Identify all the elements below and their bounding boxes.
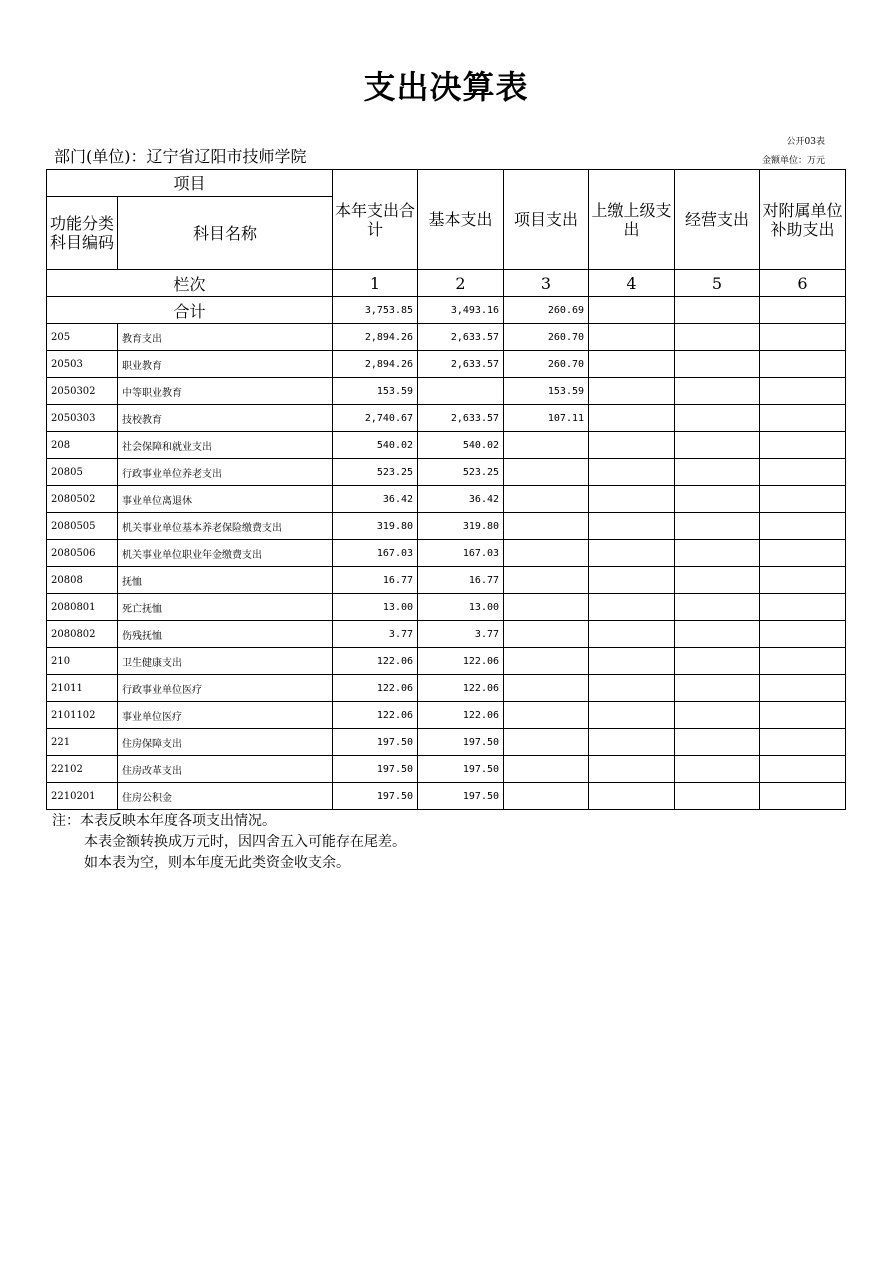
amount-cell: 3.77 (333, 621, 418, 648)
table-row (47, 648, 846, 675)
subject-name: 死亡抚恤 (118, 594, 333, 621)
amount-cell (589, 729, 675, 756)
amount-cell: 319.80 (418, 513, 504, 540)
amount-cell (504, 513, 589, 540)
amount-cell (760, 783, 846, 810)
amount-cell: 260.70 (504, 324, 589, 351)
table-row (47, 783, 846, 810)
note-line: 如本表为空，则本年度无此类资金收支余。 (84, 855, 350, 871)
total-value (760, 297, 846, 324)
amount-cell: 36.42 (333, 486, 418, 513)
amount-cell (675, 432, 760, 459)
subject-code: 20503 (47, 351, 118, 378)
amount-cell: 153.59 (333, 378, 418, 405)
amount-cell (760, 378, 846, 405)
amount-cell (504, 459, 589, 486)
table-row (47, 567, 846, 594)
amount-cell (675, 540, 760, 567)
lanci-row (47, 270, 846, 297)
amount-cell (589, 783, 675, 810)
amount-cell (760, 324, 846, 351)
amount-cell (760, 594, 846, 621)
amount-cell (504, 432, 589, 459)
amount-cell (675, 675, 760, 702)
amount-cell (504, 783, 589, 810)
amount-cell (675, 459, 760, 486)
lanci-num: 1 (333, 270, 418, 297)
total-value: 260.69 (504, 297, 589, 324)
subject-name: 抚恤 (118, 567, 333, 594)
table-row (47, 486, 846, 513)
subject-name: 行政事业单位医疗 (118, 675, 333, 702)
amount-cell: 2,633.57 (418, 405, 504, 432)
total-value (589, 297, 675, 324)
subject-code: 210 (47, 648, 118, 675)
amount-cell (589, 324, 675, 351)
amount-cell: 16.77 (418, 567, 504, 594)
amount-cell (675, 378, 760, 405)
amount-cell (675, 324, 760, 351)
amount-cell (675, 783, 760, 810)
amount-cell (675, 486, 760, 513)
amount-cell: 540.02 (333, 432, 418, 459)
table-row (47, 405, 846, 432)
subject-code: 208 (47, 432, 118, 459)
amount-cell (589, 351, 675, 378)
amount-cell: 153.59 (504, 378, 589, 405)
amount-cell: 2,894.26 (333, 324, 418, 351)
amount-cell (760, 351, 846, 378)
amount-cell (589, 459, 675, 486)
col-header-total: 本年支出合计 (333, 170, 418, 270)
amount-cell (760, 729, 846, 756)
amount-cell: 197.50 (333, 756, 418, 783)
subject-name: 事业单位离退休 (118, 486, 333, 513)
amount-cell: 122.06 (418, 648, 504, 675)
lanci-label: 栏次 (47, 270, 333, 297)
amount-cell (760, 675, 846, 702)
subject-code: 2080801 (47, 594, 118, 621)
subject-code: 20808 (47, 567, 118, 594)
amount-cell: 197.50 (333, 729, 418, 756)
amount-cell: 36.42 (418, 486, 504, 513)
subject-name: 机关事业单位基本养老保险缴费支出 (118, 513, 333, 540)
subject-name: 卫生健康支出 (118, 648, 333, 675)
subject-code: 2080802 (47, 621, 118, 648)
amount-cell (760, 702, 846, 729)
lanci-num: 4 (589, 270, 675, 297)
subject-name: 职业教育 (118, 351, 333, 378)
subject-code: 2210201 (47, 783, 118, 810)
amount-cell (675, 594, 760, 621)
amount-cell (504, 756, 589, 783)
amount-cell (760, 405, 846, 432)
subject-code: 2050302 (47, 378, 118, 405)
amount-cell (675, 405, 760, 432)
amount-cell (504, 567, 589, 594)
amount-cell (760, 486, 846, 513)
amount-cell: 2,740.67 (333, 405, 418, 432)
amount-cell (589, 675, 675, 702)
amount-cell (760, 567, 846, 594)
amount-cell: 13.00 (333, 594, 418, 621)
total-value (675, 297, 760, 324)
subject-code: 221 (47, 729, 118, 756)
subject-name: 住房公积金 (118, 783, 333, 810)
amount-cell (504, 702, 589, 729)
amount-cell (589, 702, 675, 729)
amount-cell: 540.02 (418, 432, 504, 459)
amount-cell (504, 486, 589, 513)
amount-cell: 122.06 (333, 648, 418, 675)
amount-cell (504, 540, 589, 567)
amount-cell (504, 648, 589, 675)
total-row (47, 297, 846, 324)
amount-cell (589, 432, 675, 459)
amount-cell (675, 513, 760, 540)
func-code-header: 功能分类科目编码 (47, 197, 118, 270)
total-value: 3,753.85 (333, 297, 418, 324)
amount-cell (675, 351, 760, 378)
amount-cell (589, 756, 675, 783)
amount-cell: 122.06 (333, 675, 418, 702)
amount-cell: 167.03 (418, 540, 504, 567)
amount-cell: 2,633.57 (418, 324, 504, 351)
amount-cell (760, 459, 846, 486)
amount-cell (589, 486, 675, 513)
amount-cell (589, 513, 675, 540)
subject-name: 机关事业单位职业年金缴费支出 (118, 540, 333, 567)
amount-cell: 3.77 (418, 621, 504, 648)
amount-cell: 319.80 (333, 513, 418, 540)
amount-cell: 13.00 (418, 594, 504, 621)
amount-cell: 122.06 (418, 675, 504, 702)
amount-cell (504, 729, 589, 756)
amount-cell: 122.06 (418, 702, 504, 729)
table-row (47, 702, 846, 729)
table-row (47, 324, 846, 351)
amount-cell: 107.11 (504, 405, 589, 432)
amount-cell (589, 621, 675, 648)
amount-unit: 金额单位：万元 (761, 156, 825, 166)
subject-name: 技校教育 (118, 405, 333, 432)
subject-code: 22102 (47, 756, 118, 783)
page-title: 支出决算表 (363, 68, 529, 106)
amount-cell (418, 378, 504, 405)
amount-cell (760, 648, 846, 675)
amount-cell: 2,894.26 (333, 351, 418, 378)
subject-code: 20805 (47, 459, 118, 486)
table-row (47, 351, 846, 378)
subject-name-header: 科目名称 (118, 197, 333, 270)
amount-cell: 122.06 (333, 702, 418, 729)
subject-code: 2050303 (47, 405, 118, 432)
amount-cell (760, 432, 846, 459)
total-value: 3,493.16 (418, 297, 504, 324)
amount-cell: 197.50 (333, 783, 418, 810)
table-row (47, 513, 846, 540)
table-row (47, 594, 846, 621)
subject-name: 中等职业教育 (118, 378, 333, 405)
lanci-num: 3 (504, 270, 589, 297)
note-line: 注：本表反映本年度各项支出情况。 (52, 813, 276, 829)
table-row (47, 621, 846, 648)
amount-cell (675, 729, 760, 756)
subject-code: 2080502 (47, 486, 118, 513)
amount-cell: 167.03 (333, 540, 418, 567)
table-row (47, 729, 846, 756)
amount-cell (675, 648, 760, 675)
table-row (47, 675, 846, 702)
amount-cell (589, 540, 675, 567)
col-header-remit: 上缴上级支出 (589, 170, 675, 270)
subject-name: 事业单位医疗 (118, 702, 333, 729)
amount-cell: 2,633.57 (418, 351, 504, 378)
table-row (47, 459, 846, 486)
lanci-num: 2 (418, 270, 504, 297)
note-line: 本表金额转换成万元时，因四舍五入可能存在尾差。 (84, 834, 406, 850)
amount-cell: 523.25 (333, 459, 418, 486)
amount-cell: 197.50 (418, 783, 504, 810)
amount-cell (589, 405, 675, 432)
amount-cell: 523.25 (418, 459, 504, 486)
subject-name: 社会保障和就业支出 (118, 432, 333, 459)
amount-cell (675, 621, 760, 648)
col-header-basic: 基本支出 (418, 170, 504, 270)
amount-cell: 260.70 (504, 351, 589, 378)
col-header-operating: 经营支出 (675, 170, 760, 270)
table-row (47, 540, 846, 567)
col-header-subsidy: 对附属单位补助支出 (760, 170, 846, 270)
amount-cell (675, 756, 760, 783)
subject-name: 伤残抚恤 (118, 621, 333, 648)
project-header: 项目 (47, 170, 333, 197)
amount-cell: 197.50 (418, 729, 504, 756)
subject-code: 2080505 (47, 513, 118, 540)
department-label: 部门(单位)：辽宁省辽阳市技师学院 (54, 147, 307, 166)
amount-cell: 197.50 (418, 756, 504, 783)
amount-cell (589, 567, 675, 594)
form-number: 公开03表 (786, 137, 825, 147)
amount-cell: 16.77 (333, 567, 418, 594)
expenditure-table (46, 169, 846, 810)
subject-code: 2080506 (47, 540, 118, 567)
amount-cell (675, 702, 760, 729)
subject-code: 2101102 (47, 702, 118, 729)
amount-cell (760, 621, 846, 648)
col-header-project: 项目支出 (504, 170, 589, 270)
subject-name: 教育支出 (118, 324, 333, 351)
amount-cell (760, 540, 846, 567)
total-label: 合计 (47, 297, 333, 324)
amount-cell (504, 594, 589, 621)
subject-name: 住房保障支出 (118, 729, 333, 756)
amount-cell (589, 378, 675, 405)
amount-cell (504, 621, 589, 648)
lanci-num: 6 (760, 270, 846, 297)
amount-cell (760, 513, 846, 540)
notes (52, 811, 406, 874)
amount-cell (504, 675, 589, 702)
table-row (47, 378, 846, 405)
amount-cell (760, 756, 846, 783)
lanci-num: 5 (675, 270, 760, 297)
table-row (47, 432, 846, 459)
subject-name: 住房改革支出 (118, 756, 333, 783)
table-row (47, 756, 846, 783)
amount-cell (589, 648, 675, 675)
amount-cell (589, 594, 675, 621)
amount-cell (675, 567, 760, 594)
subject-code: 205 (47, 324, 118, 351)
subject-code: 21011 (47, 675, 118, 702)
subject-name: 行政事业单位养老支出 (118, 459, 333, 486)
